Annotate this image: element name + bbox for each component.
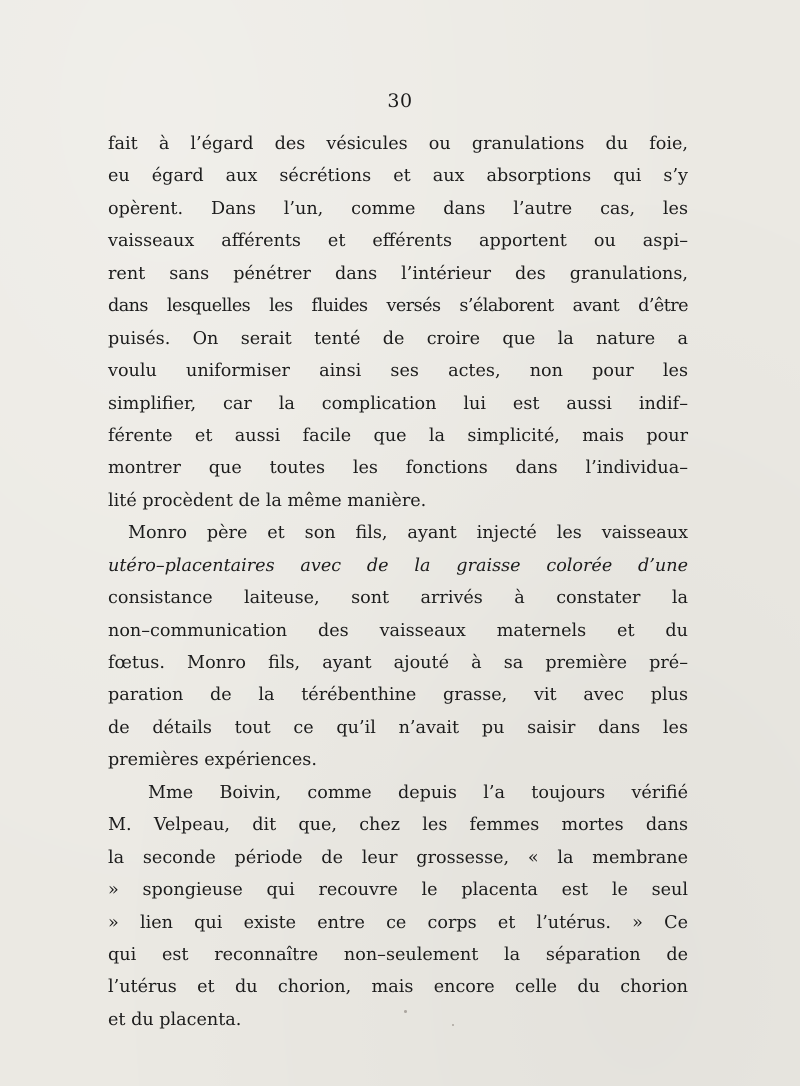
text-line: voulu uniformiser ainsi ses actes, non pour les — [108, 361, 688, 382]
text-line: la seconde période de leur grossesse, « la membrane — [108, 847, 688, 868]
text-line: M. Velpeau, dit que, chez les femmes mortes dans — [108, 815, 688, 836]
text-line: simplifier, car la complication lui est aussi indif– — [108, 393, 688, 414]
text-line: rent sans pénétrer dans l’intérieur des granulations, — [108, 263, 688, 284]
text-line: consistance laiteuse, sont arrivés à constater la — [108, 588, 688, 609]
text-line: montrer que toutes les fonctions dans l’individua– — [108, 458, 688, 479]
text-line: férente et aussi facile que la simplicité, mais pour — [108, 425, 688, 446]
text-line: Mme Boivin, comme depuis l’a toujours vérifié — [148, 782, 688, 803]
text-line: puisés. On serait tenté de croire que la nature a — [108, 328, 688, 349]
text-line: qui est reconnaître non–seulement la séparation de — [108, 944, 688, 965]
text-line: dans lesquelles les fluides versés s’élaborent avant d’être — [108, 296, 688, 317]
text-line: » lien qui existe entre ce corps et l’utérus. » Ce — [108, 912, 688, 933]
text-line: vaisseaux afférents et efférents apportent ou aspi– — [108, 231, 688, 252]
text-line — [108, 550, 688, 582]
paper-speck — [404, 1010, 407, 1013]
text-line: paration de la térébenthine grasse, vit avec plus — [108, 685, 688, 706]
text-line: de détails tout ce qu’il n’avait pu saisir dans les — [108, 717, 688, 738]
text-line: et du placenta. — [108, 1009, 242, 1030]
text-line: fœtus. Monro fils, ayant ajouté à sa première pré– — [108, 653, 688, 673]
text-line-inner: utéro–placentaires avec de la graisse colorée d’une — [108, 555, 688, 576]
text-line: fait à l’égard des vésicules ou granulations du foie, — [108, 134, 688, 154]
page-number: 30 — [387, 90, 413, 112]
paper-speck — [452, 1024, 454, 1026]
text-line: eu égard aux sécrétions et aux absorptions qui s’y — [108, 166, 688, 187]
text-line: lité procèdent de la même manière. — [108, 490, 427, 511]
body-text — [108, 128, 688, 1036]
text-line: Monro père et son fils, ayant injecté les vaisseaux — [128, 523, 688, 544]
text-line: l’utérus et du chorion, mais encore celle du chorion — [108, 977, 688, 998]
text-line: non–communication des vaisseaux maternels et du — [108, 620, 688, 641]
text-line: opèrent. Dans l’un, comme dans l’autre cas, les — [108, 198, 688, 219]
text-line: » spongieuse qui recouvre le placenta est le seul — [108, 880, 688, 901]
text-line: premières expériences. — [108, 750, 317, 771]
